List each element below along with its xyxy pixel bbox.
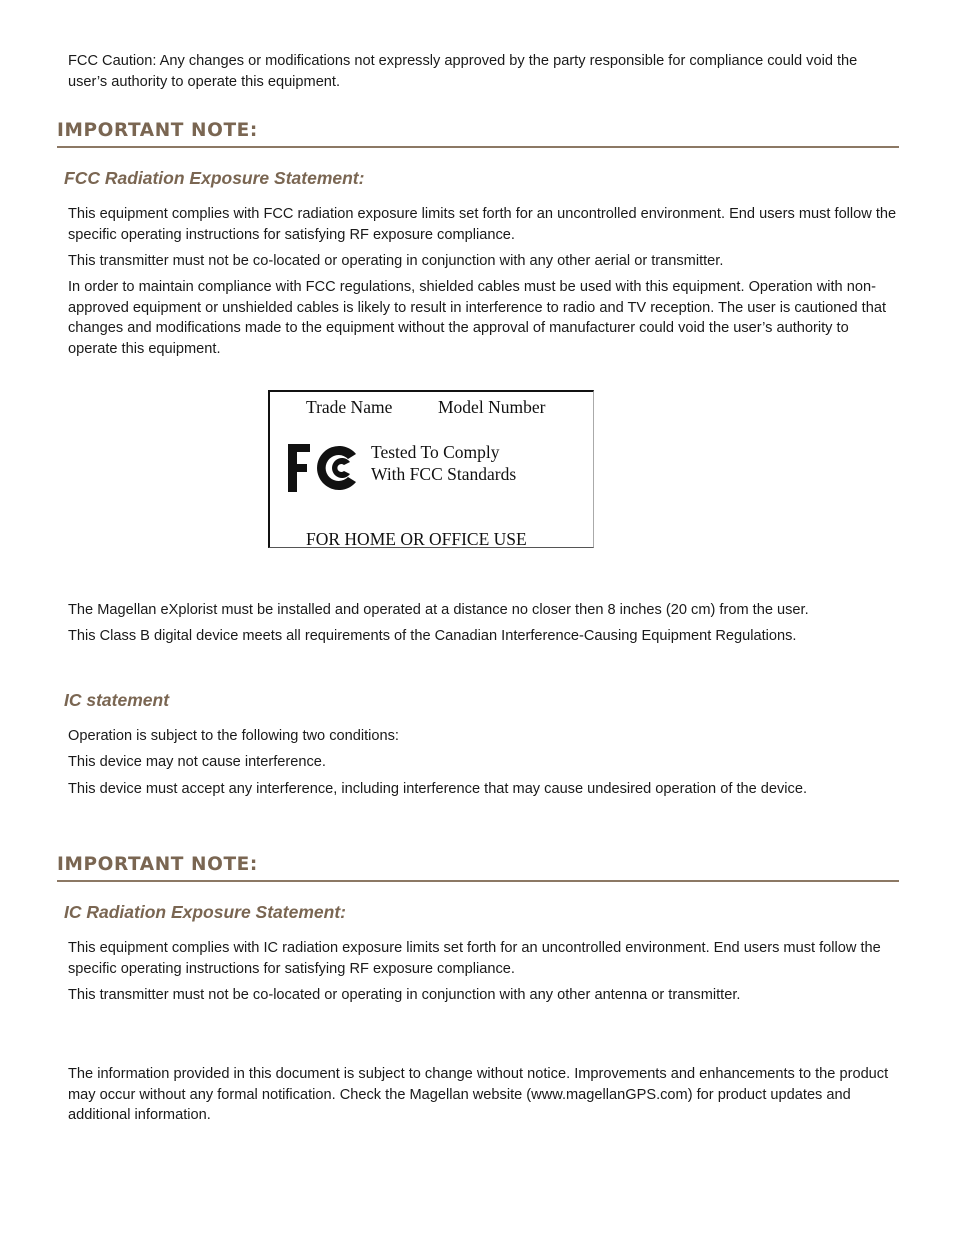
class-b-paragraph: This Class B digital device meets all requirements of the Canadian Interference-Causing Equipment Regulations.: [68, 628, 797, 644]
ic-statement-subheading: IC statement: [64, 690, 170, 710]
important-note-heading-1: IMPORTANT NOTE:: [57, 120, 258, 141]
ic-exposure-paragraph-1: This equipment complies with IC radiation exposure limits set forth for an uncontrolled environment. End users must follow the specific operating instructions for satisfying RF exposure compliance.: [68, 940, 881, 977]
important-note-heading-2: IMPORTANT NOTE:: [57, 854, 258, 875]
distance-paragraph: The Magellan eXplorist must be installed and operated at a distance no closer then 8 inches (20 cm) from the user.: [68, 602, 809, 618]
heading-divider-2: [57, 880, 899, 882]
fcc-logo-icon: [286, 442, 360, 494]
fcc-paragraph-3: In order to maintain compliance with FCC regulations, shielded cables must be used with this equipment. Operation with non-approved equipment or unshielded cables is likely to result in interference to radio and TV reception. The user is cautioned that changes and modifications made to the equipment without the approval of manufacturer could void the user’s authority to operate this equipment.: [68, 279, 887, 357]
tested-line-2: With FCC Standards: [371, 464, 517, 484]
model-number-label: Model Number: [438, 397, 546, 417]
tested-line-1: Tested To Comply: [371, 442, 500, 462]
ic-paragraph-2: This device may not cause interference.: [68, 754, 326, 770]
ic-paragraph-3: This device must accept any interference, including interference that may cause undesired operation of the device.: [68, 781, 808, 797]
home-office-use-label: FOR HOME OR OFFICE USE: [306, 529, 527, 549]
heading-divider-1: [57, 146, 899, 148]
ic-exposure-paragraph-2: This transmitter must not be co-located or operating in conjunction with any other antenna or transmitter.: [68, 987, 741, 1003]
ic-paragraph-1: Operation is subject to the following two conditions:: [68, 728, 399, 744]
footer-information-paragraph: The information provided in this document is subject to change without notice. Improvements and enhancements to the product may occur without any formal notification. Check the Magellan website (www.magellanGPS.com) for product updates and additional information.: [68, 1066, 889, 1123]
fcc-caution-text: FCC Caution: Any changes or modifications not expressly approved by the party responsible for compliance could void the user’s authority to operate this equipment.: [68, 53, 858, 90]
fcc-radiation-subheading: FCC Radiation Exposure Statement:: [64, 168, 365, 188]
fcc-compliance-label: [268, 390, 594, 548]
tested-to-comply-text: [371, 441, 516, 485]
trade-name-label: Trade Name: [306, 397, 393, 417]
fcc-paragraph-2: This transmitter must not be co-located or operating in conjunction with any other aerial or transmitter.: [68, 253, 724, 269]
fcc-paragraph-1: This equipment complies with FCC radiation exposure limits set forth for an uncontrolled environment. End users must follow the specific operating instructions for satisfying RF exposure compliance.: [68, 206, 897, 243]
ic-radiation-subheading: IC Radiation Exposure Statement:: [64, 902, 346, 922]
